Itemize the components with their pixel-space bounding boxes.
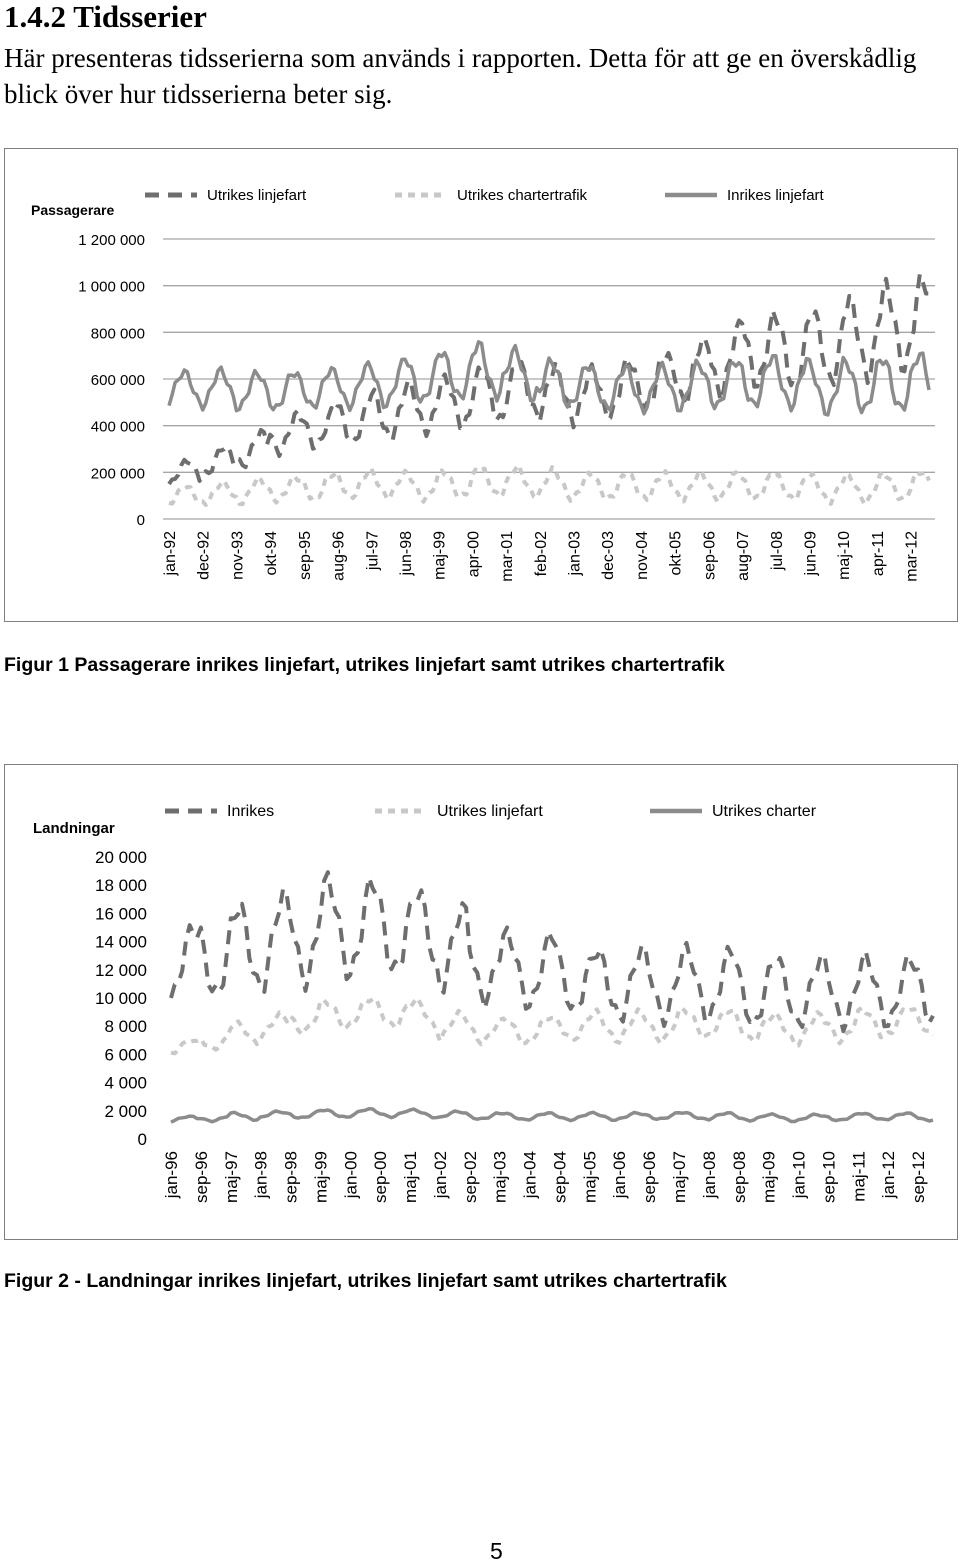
- passengers-y-tick-label: 600 000: [90, 372, 145, 389]
- passengers-x-tick-label: dec-03: [600, 531, 618, 580]
- landings-x-tick-label: jan-04: [520, 1151, 540, 1199]
- passengers-x-tick-label: mar-12: [903, 531, 921, 582]
- passengers-y-tick-label: 400 000: [90, 418, 145, 436]
- figure-1-caption: Figur 1 Passagerare inrikes linjefart, utrikes linjefart samt utrikes chartertrafik: [4, 654, 725, 676]
- landings-series-line-1: [171, 872, 933, 1031]
- landings-x-tick-label: maj-03: [490, 1151, 510, 1203]
- landings-x-tick-label: sep-04: [550, 1151, 570, 1203]
- landings-y-tick-label: 16 000: [95, 904, 147, 924]
- landings-legend-label-1: Inrikes: [227, 803, 275, 820]
- landings-legend-label-3: Utrikes charter: [712, 803, 817, 820]
- passengers-x-tick-label: jul-08: [768, 531, 786, 571]
- passengers-x-tick-label: sep-95: [296, 531, 314, 580]
- passengers-legend-label-1: Utrikes linjefart: [207, 187, 307, 204]
- passengers-y-tick-label: 800 000: [90, 325, 145, 343]
- passengers-x-tick-label: jul-97: [364, 531, 382, 571]
- landings-legend-label-2: Utrikes linjefart: [437, 803, 543, 820]
- passengers-x-tick-label: maj-10: [836, 531, 854, 580]
- landings-y-tick-label: 14 000: [95, 932, 147, 952]
- landings-y-tick-label: 0: [137, 1130, 147, 1149]
- passengers-x-tick-label: apr-11: [869, 531, 887, 577]
- passengers-y-axis-label: Passagerare: [31, 202, 115, 218]
- passengers-x-tick-label: dec-92: [195, 531, 213, 580]
- page-number: 5: [490, 1538, 503, 1564]
- landings-x-tick-label: maj-99: [311, 1151, 331, 1203]
- landings-x-tick-label: maj-97: [221, 1151, 241, 1203]
- passengers-x-tick-label: nov-04: [633, 531, 651, 580]
- landings-x-tick-label: sep-08: [729, 1151, 749, 1203]
- landings-y-tick-label: 12 000: [95, 960, 147, 980]
- landings-x-tick-label: sep-06: [640, 1151, 660, 1203]
- landings-series-line-2: [171, 998, 933, 1053]
- landings-x-tick-label: maj-11: [849, 1151, 869, 1202]
- passengers-y-tick-label: 1 200 000: [78, 232, 145, 249]
- passengers-x-tick-label: aug-07: [735, 531, 753, 581]
- passengers-legend-label-2: Utrikes chartertrafik: [457, 187, 588, 204]
- passengers-x-tick-label: aug-96: [330, 531, 348, 581]
- landings-y-tick-label: 18 000: [95, 876, 147, 896]
- passengers-x-tick-label: sep-06: [701, 531, 719, 580]
- landings-y-tick-label: 20 000: [95, 848, 147, 867]
- passengers-x-tick-label: apr-00: [465, 531, 483, 578]
- landings-x-tick-label: jan-02: [430, 1151, 450, 1199]
- landings-x-tick-label: jan-12: [879, 1151, 899, 1199]
- landings-x-tick-label: maj-07: [670, 1151, 689, 1203]
- landings-chart: [4, 764, 958, 1240]
- landings-x-tick-label: jan-06: [610, 1151, 630, 1199]
- landings-x-tick-label: jan-96: [162, 1151, 181, 1199]
- passengers-x-tick-label: okt-94: [263, 531, 281, 576]
- passengers-x-tick-label: nov-93: [229, 531, 247, 580]
- landings-y-tick-label: 2 000: [104, 1101, 147, 1121]
- landings-x-tick-label: sep-96: [191, 1151, 211, 1203]
- passengers-y-tick-label: 1 000 000: [78, 278, 145, 296]
- passengers-series-line-3: [169, 342, 929, 415]
- passengers-x-tick-label: okt-05: [667, 531, 685, 576]
- intro-paragraph: Här presenteras tidsserierna som används i rapporten. Detta för att ge en överskådlig blick över hur tidsserierna beter sig.: [4, 43, 917, 109]
- landings-x-tick-label: sep-10: [819, 1151, 839, 1203]
- passengers-x-tick-label: jun-09: [802, 531, 820, 576]
- landings-chart-svg: [5, 765, 959, 1241]
- passengers-x-tick-label: maj-99: [431, 531, 449, 580]
- landings-x-tick-label: jan-98: [251, 1151, 271, 1199]
- landings-x-tick-label: sep-98: [281, 1151, 301, 1203]
- landings-x-tick-label: maj-01: [401, 1151, 421, 1203]
- section-heading: 1.4.2 Tidsserier: [4, 0, 207, 34]
- passengers-chart-svg: [5, 149, 959, 623]
- passengers-chart: [4, 148, 958, 622]
- passengers-x-tick-label: jan-03: [566, 531, 584, 576]
- landings-series-line-3: [171, 1109, 933, 1123]
- landings-x-tick-label: jan-08: [699, 1151, 719, 1199]
- passengers-y-tick-label: 0: [136, 512, 145, 529]
- passengers-series-line-2: [169, 465, 929, 505]
- passengers-x-tick-label: mar-01: [499, 531, 517, 582]
- passengers-x-tick-label: feb-02: [532, 531, 550, 577]
- landings-x-tick-label: sep-00: [371, 1151, 391, 1203]
- landings-x-tick-label: jan-00: [341, 1151, 361, 1199]
- landings-y-tick-label: 6 000: [104, 1045, 147, 1065]
- landings-x-tick-label: maj-05: [580, 1151, 600, 1203]
- passengers-legend-label-3: Inrikes linjefart: [727, 187, 824, 204]
- landings-x-tick-label: jan-10: [789, 1151, 809, 1199]
- passengers-x-tick-label: jan-92: [162, 531, 179, 576]
- passengers-x-tick-label: jun-98: [398, 531, 415, 576]
- landings-y-tick-label: 8 000: [104, 1017, 147, 1037]
- landings-x-tick-label: sep-02: [460, 1151, 480, 1203]
- passengers-y-tick-label: 200 000: [90, 465, 145, 483]
- landings-y-axis-label: Landningar: [33, 820, 115, 837]
- landings-x-tick-label: maj-09: [759, 1151, 779, 1203]
- landings-x-tick-label: sep-12: [909, 1151, 929, 1203]
- landings-y-tick-label: 10 000: [95, 989, 147, 1008]
- figure-2-caption: Figur 2 - Landningar inrikes linjefart, utrikes linjefart samt utrikes chartertrafik: [4, 1270, 727, 1292]
- landings-y-tick-label: 4 000: [104, 1073, 147, 1093]
